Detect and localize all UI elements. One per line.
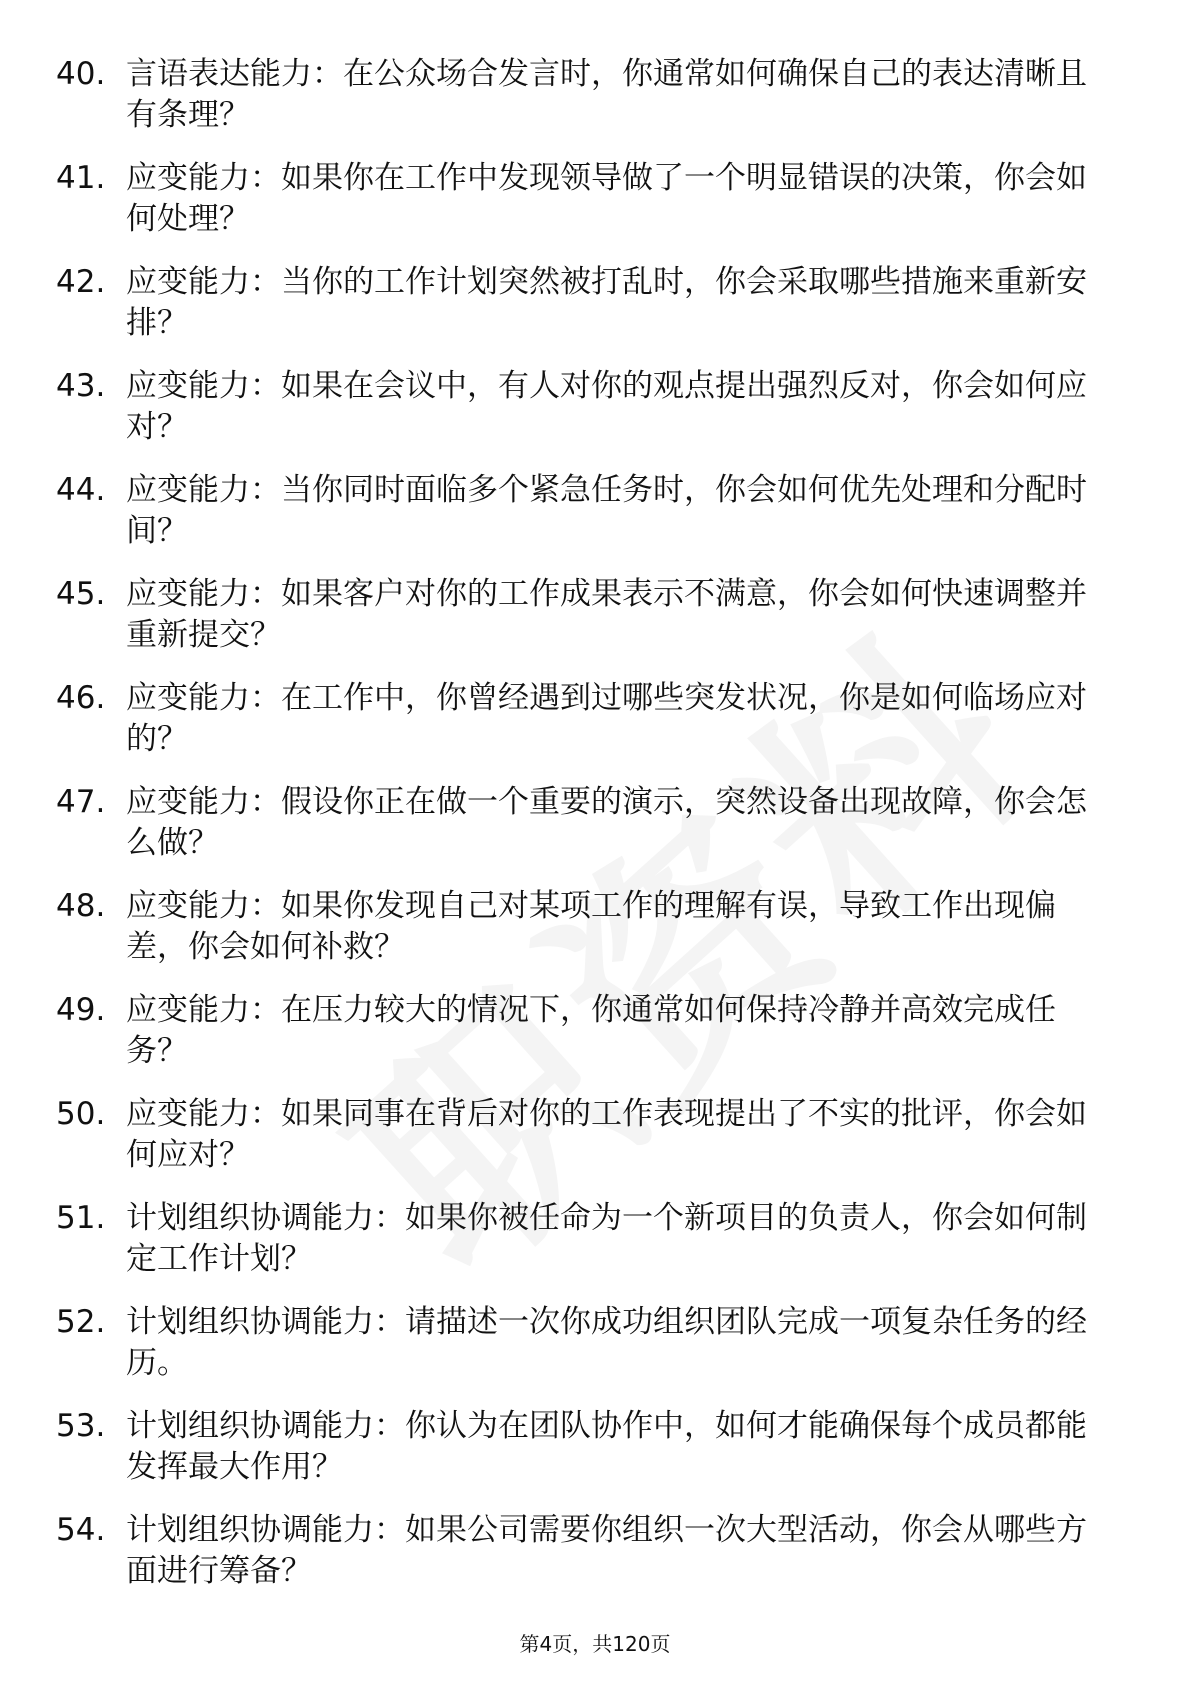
question-number: 45. [56, 576, 106, 612]
question-text: 应变能力：当你同时面临多个紧急任务时，你会如何优先处理和分配时间？ [126, 472, 1087, 549]
question-item [0, 366, 1190, 470]
question-item [0, 470, 1190, 574]
question-text: 计划组织协调能力：如果你被任命为一个新项目的负责人，你会如何制定工作计划？ [126, 1200, 1087, 1277]
question-text: 应变能力：假设你正在做一个重要的演示，突然设备出现故障，你会怎么做？ [126, 784, 1087, 861]
question-number: 51. [56, 1200, 106, 1236]
question-number: 43. [56, 368, 106, 404]
question-text: 应变能力：如果你发现自己对某项工作的理解有误，导致工作出现偏差，你会如何补救？ [126, 888, 1056, 965]
question-text: 应变能力：如果在会议中，有人对你的观点提出强烈反对，你会如何应对？ [126, 368, 1087, 445]
question-text: 应变能力：当你的工作计划突然被打乱时，你会采取哪些措施来重新安排？ [126, 264, 1087, 341]
question-item [0, 1302, 1190, 1406]
question-item [0, 262, 1190, 366]
question-number: 41. [56, 160, 106, 196]
question-number: 44. [56, 472, 106, 508]
question-item [0, 158, 1190, 262]
question-item [0, 1094, 1190, 1198]
question-number: 40. [56, 56, 106, 92]
question-text: 应变能力：如果客户对你的工作成果表示不满意，你会如何快速调整并重新提交？ [126, 576, 1087, 653]
question-number: 49. [56, 992, 106, 1028]
question-text: 应变能力：在压力较大的情况下，你通常如何保持冷静并高效完成任务？ [126, 992, 1056, 1069]
page-number-footer: 第4页，共120页 [519, 1632, 671, 1656]
question-number: 50. [56, 1096, 106, 1132]
question-text: 计划组织协调能力：请描述一次你成功组织团队完成一项复杂任务的经历。 [126, 1304, 1087, 1381]
question-item [0, 1198, 1190, 1302]
question-text: 应变能力：在工作中，你曾经遇到过哪些突发状况，你是如何临场应对的？ [126, 680, 1087, 757]
question-item [0, 782, 1190, 886]
question-text: 言语表达能力：在公众场合发言时，你通常如何确保自己的表达清晰且有条理？ [126, 56, 1087, 133]
question-number: 47. [56, 784, 106, 820]
question-number: 54. [56, 1512, 106, 1548]
question-item [0, 1510, 1190, 1614]
question-number: 42. [56, 264, 106, 300]
question-item [0, 886, 1190, 990]
question-item [0, 1406, 1190, 1510]
question-text: 应变能力：如果同事在背后对你的工作表现提出了不实的批评，你会如何应对？ [126, 1096, 1087, 1173]
question-item [0, 54, 1190, 158]
question-number: 46. [56, 680, 106, 716]
question-item [0, 574, 1190, 678]
question-number: 48. [56, 888, 106, 924]
question-item [0, 678, 1190, 782]
question-text: 应变能力：如果你在工作中发现领导做了一个明显错误的决策，你会如何处理？ [126, 160, 1087, 237]
question-text: 计划组织协调能力：你认为在团队协作中，如何才能确保每个成员都能发挥最大作用？ [126, 1408, 1087, 1485]
question-list [0, 54, 1190, 1614]
question-number: 52. [56, 1304, 106, 1340]
question-number: 53. [56, 1408, 106, 1444]
question-text: 计划组织协调能力：如果公司需要你组织一次大型活动，你会从哪些方面进行筹备？ [126, 1512, 1087, 1589]
question-item [0, 990, 1190, 1094]
